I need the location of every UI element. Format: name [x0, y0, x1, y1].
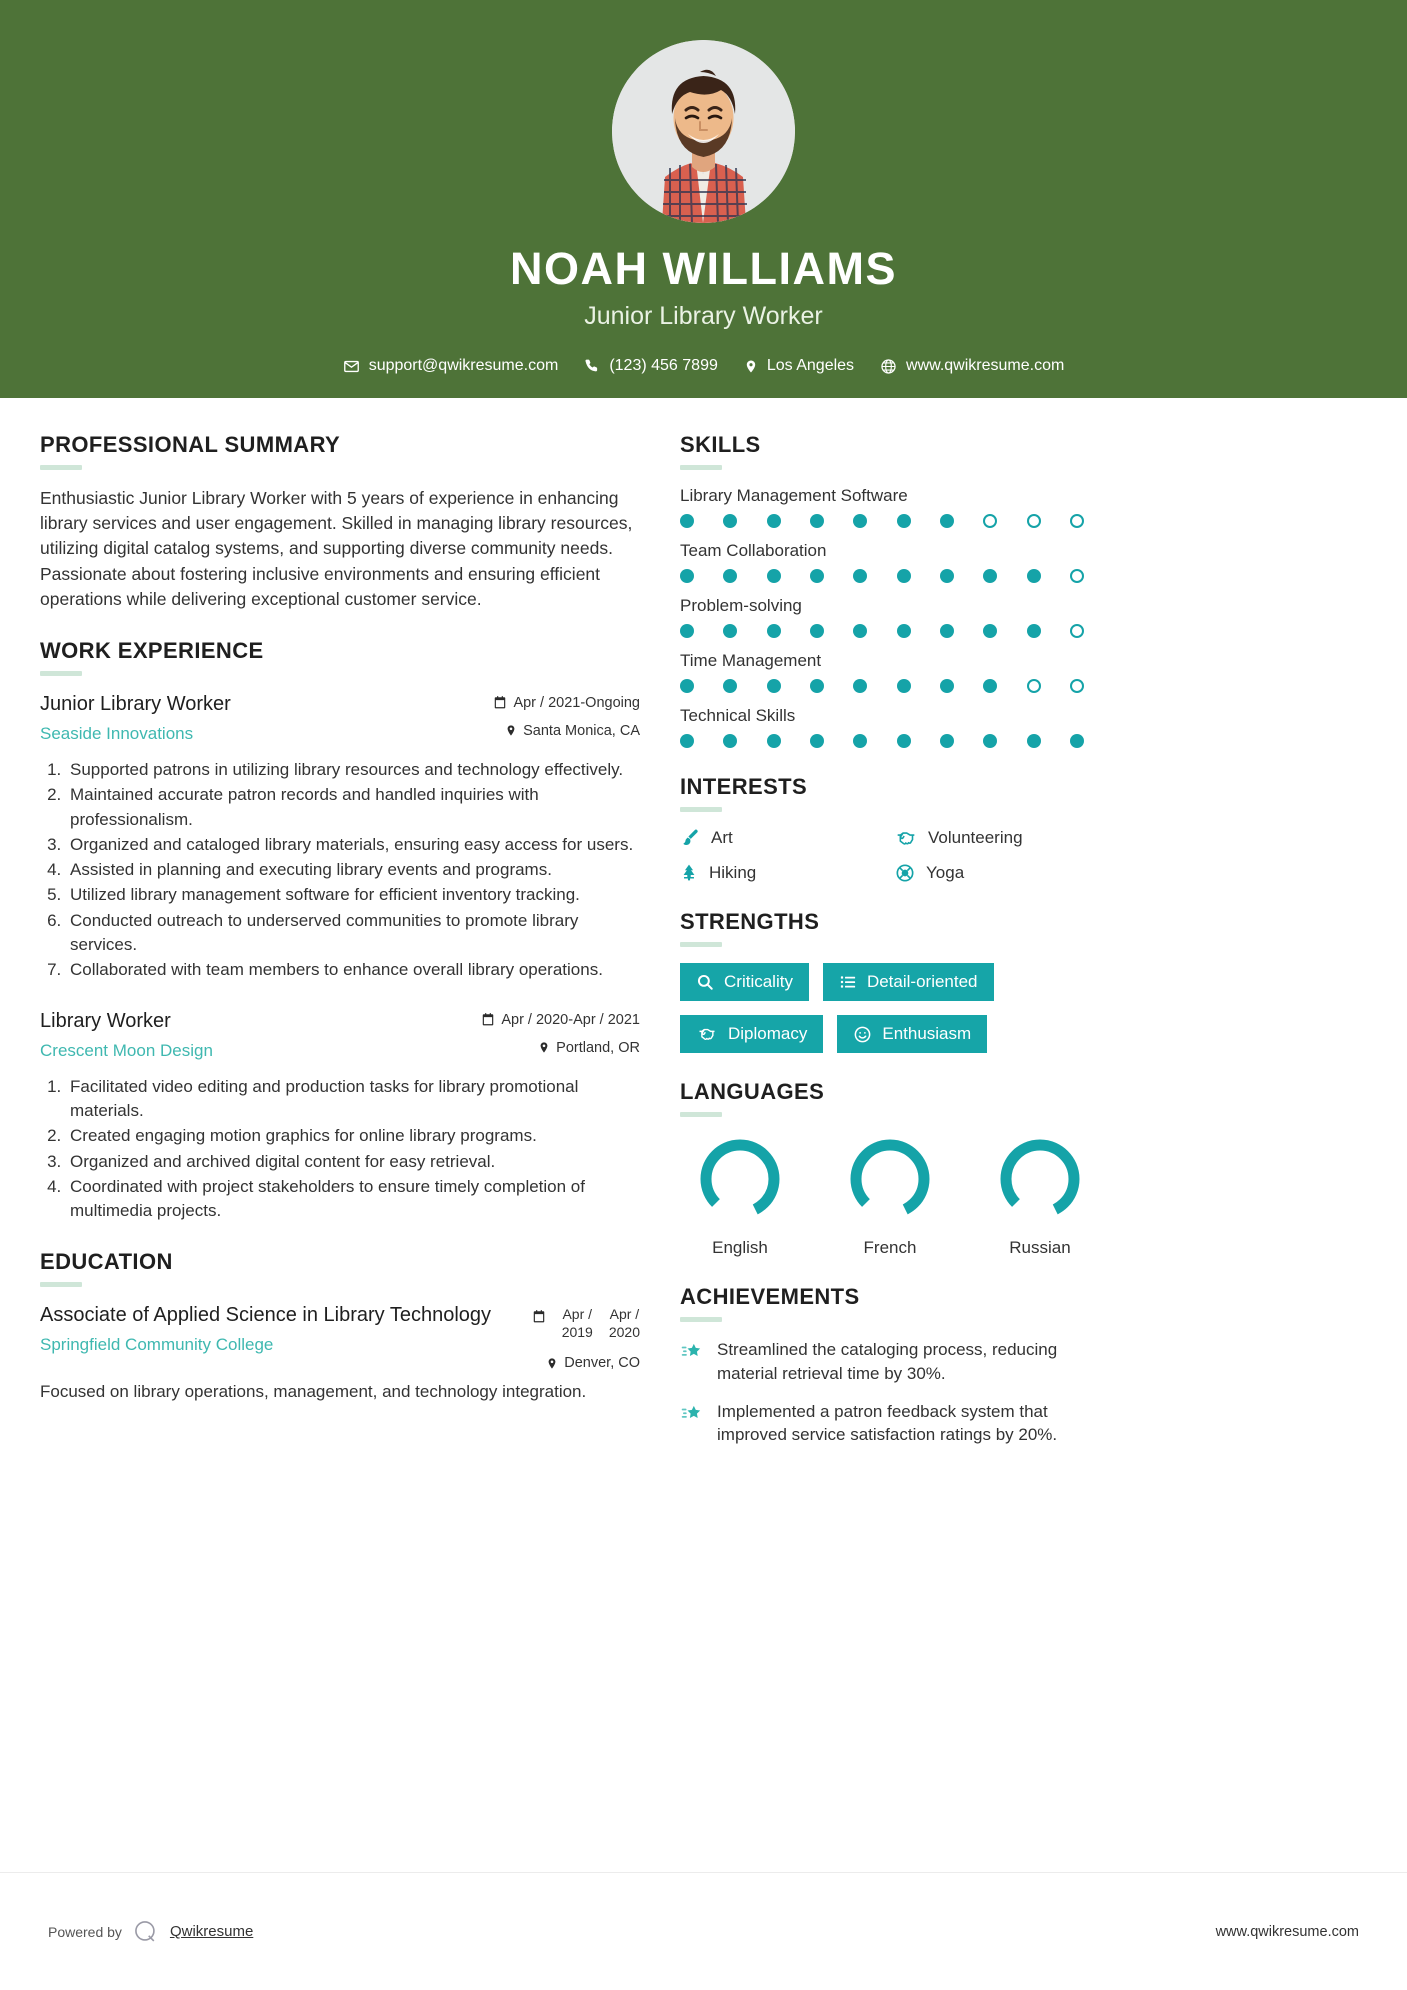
skill-dot-filled [723, 624, 737, 638]
skill-row [680, 486, 1100, 528]
handshake-icon [895, 828, 917, 848]
skill-dot-filled [723, 679, 737, 693]
section-rule [40, 671, 82, 676]
bullet-item: 4. Assisted in planning and executing library events and programs. [66, 858, 640, 882]
avatar [612, 40, 795, 223]
skill-name: Problem-solving [680, 596, 802, 615]
skill-dot-filled [680, 569, 694, 583]
interest-item [895, 862, 1100, 883]
section-work-experience [40, 638, 640, 1223]
skill-dot-filled [767, 514, 781, 528]
achievement-text: Implemented a patron feedback system that improved service satisfaction ratings by 20%. [717, 1401, 1058, 1445]
interest-item [895, 828, 1100, 848]
strength-label: Detail-oriented [866, 972, 978, 991]
section-rule [680, 1112, 722, 1117]
interest-label: Yoga [926, 862, 965, 882]
skill-dot-filled [1027, 734, 1041, 748]
tree-icon [680, 862, 698, 883]
skill-dot-filled [897, 569, 911, 583]
job-title: Junior Library Worker [584, 302, 823, 331]
calendar-icon [481, 1012, 495, 1027]
section-rule [680, 942, 722, 947]
skill-dot-filled [853, 679, 867, 693]
skill-dot-filled [680, 514, 694, 528]
contact-website-value: www.qwikresume.com [906, 357, 1065, 375]
resume-body [0, 398, 1407, 1473]
experience-right [481, 1009, 640, 1056]
education-end-date [609, 1306, 640, 1341]
skill-dot-filled [810, 569, 824, 583]
section-education [40, 1249, 640, 1404]
skills-list [680, 486, 1100, 748]
experience-location-value: Portland, OR [556, 1039, 640, 1056]
experience-left [40, 692, 493, 744]
section-achievements [680, 1284, 1100, 1447]
skill-dot-filled [940, 514, 954, 528]
education-description: Focused on library operations, management, and technology integration. [40, 1382, 587, 1402]
skill-dot-empty [1070, 624, 1084, 638]
skill-dot-filled [810, 679, 824, 693]
language-label: French [863, 1238, 917, 1257]
education-end-year: 2020 [608, 1323, 640, 1340]
skill-dot-filled [853, 734, 867, 748]
experience-dates-value: Apr / 2021-Ongoing [513, 694, 640, 711]
skill-dot-filled [723, 514, 737, 528]
interest-label: Art [711, 828, 733, 847]
education-start-month: Apr / [562, 1306, 593, 1323]
contact-website[interactable] [880, 357, 1064, 375]
strengths-grid [680, 963, 1100, 1053]
section-title: LANGUAGES [680, 1079, 825, 1104]
section-strengths [680, 909, 1100, 1053]
contact-phone-value: (123) 456 7899 [609, 357, 718, 375]
section-title: ACHIEVEMENTS [680, 1284, 860, 1309]
skill-dot-filled [940, 734, 954, 748]
skill-dot-meter [680, 734, 1084, 748]
skill-name: Technical Skills [680, 706, 796, 725]
strength-label: Diplomacy [728, 1024, 808, 1043]
skill-dot-filled [983, 679, 997, 693]
contact-row [0, 357, 1407, 375]
section-title: WORK EXPERIENCE [40, 637, 264, 663]
bullet-item: 2. Maintained accurate patron records and handled inquiries with professionalism. [66, 783, 640, 832]
education-header [40, 1303, 640, 1371]
calendar-icon [532, 1309, 546, 1324]
bullet-item: 2. Created engaging motion graphics for online library programs. [66, 1124, 640, 1148]
section-skills [680, 432, 1100, 748]
language-donut [844, 1133, 936, 1225]
section-rule [680, 1317, 722, 1322]
bullet-item: 6. Conducted outreach to underserved communities to promote library services. [66, 909, 640, 958]
strength-chip-enthusiasm[interactable] [837, 1015, 987, 1053]
language-donut [994, 1133, 1086, 1225]
section-title: INTERESTS [680, 774, 808, 799]
strength-label: Enthusiasm [882, 1024, 972, 1043]
smiley-icon [853, 1025, 872, 1044]
skill-dot-filled [680, 679, 694, 693]
globe-icon [880, 358, 897, 375]
summary-text: Enthusiastic Junior Library Worker with 5 years of experience in enhancing library services and user engagement. Skilled in managing library resources, utilizing digital catalog systems, and supporting diverse community needs. Passionate about fostering inclusive environments and ensuring efficient operations while delivering exceptional customer service. [40, 488, 633, 609]
paintbrush-icon [680, 828, 700, 848]
skill-dot-empty [1070, 679, 1084, 693]
list-icon [839, 973, 857, 991]
language-item [830, 1133, 950, 1258]
education-left [40, 1303, 532, 1355]
page-title: NOAH WILLIAMS [510, 243, 897, 294]
skill-name: Team Collaboration [680, 541, 827, 560]
experience-role: Junior Library Worker [40, 692, 231, 715]
contact-email-value: support@qwikresume.com [368, 357, 559, 375]
experience-left [40, 1009, 481, 1061]
strength-chip-detail-oriented[interactable] [823, 963, 994, 1001]
footer-branding [48, 1919, 253, 1945]
experience-item [40, 1009, 640, 1224]
skill-dot-filled [767, 679, 781, 693]
language-label: Russian [1009, 1238, 1071, 1257]
skill-row [680, 651, 1100, 693]
contact-email[interactable] [343, 357, 559, 375]
skill-dot-meter [680, 514, 1084, 528]
section-interests [680, 774, 1100, 883]
strength-chip-criticality[interactable] [680, 963, 809, 1001]
achievement-item [680, 1400, 1100, 1448]
skill-name: Library Management Software [680, 486, 908, 505]
education-location-value: Denver, CO [564, 1355, 640, 1372]
bullet-item: 3. Organized and archived digital content for easy retrieval. [66, 1150, 640, 1174]
section-professional-summary [40, 432, 640, 612]
strength-label: Criticality [724, 972, 793, 991]
section-title: PROFESSIONAL SUMMARY [40, 432, 341, 457]
search-icon [696, 973, 714, 991]
experience-dates-value: Apr / 2020-Apr / 2021 [501, 1011, 640, 1028]
interest-item [680, 862, 885, 883]
experience-dates [493, 695, 640, 711]
pin-icon [505, 723, 517, 738]
experience-dates [481, 1012, 640, 1028]
left-column [40, 432, 640, 1431]
skill-row [680, 596, 1100, 638]
language-donut [694, 1133, 786, 1225]
education-degree: Associate of Applied Science in Library Technology [40, 1304, 492, 1327]
experience-bullets [66, 1075, 640, 1224]
education-end-month: Apr / [609, 1306, 640, 1323]
skill-dot-empty [1027, 679, 1041, 693]
skill-dot-filled [853, 624, 867, 638]
powered-by-label: Powered by [48, 1923, 122, 1940]
skill-row [680, 541, 1100, 583]
experience-role: Library Worker [40, 1009, 171, 1032]
languages-list [680, 1133, 1100, 1258]
skill-dot-filled [940, 624, 954, 638]
skill-dot-filled [810, 514, 824, 528]
shooting-star-icon [680, 1341, 704, 1363]
pin-icon [744, 358, 758, 375]
section-rule [40, 465, 82, 470]
bullet-item: 1. Supported patrons in utilizing library resources and technology effectively. [66, 758, 640, 782]
calendar-icon [493, 695, 507, 710]
education-dates [532, 1306, 640, 1341]
skill-dot-empty [1070, 514, 1084, 528]
section-title: STRENGTHS [680, 909, 820, 934]
bullet-item: 3. Organized and cataloged library materials, ensuring easy access for users. [66, 833, 640, 857]
bullet-item: 1. Facilitated video editing and production tasks for library promotional materials. [66, 1075, 640, 1124]
education-start-year: 2019 [561, 1323, 593, 1340]
skill-dot-filled [680, 734, 694, 748]
skill-dot-filled [897, 624, 911, 638]
section-title: SKILLS [680, 432, 761, 457]
skill-dot-filled [1027, 624, 1041, 638]
pin-icon [546, 1356, 558, 1371]
qwikresume-link[interactable]: Qwikresume [169, 1923, 254, 1940]
skill-dot-filled [897, 679, 911, 693]
experience-item [40, 692, 640, 983]
interests-grid [680, 828, 1100, 883]
phone-icon [584, 358, 600, 374]
section-languages [680, 1079, 1100, 1258]
experience-location [481, 1040, 640, 1056]
achievement-item [680, 1338, 1100, 1386]
pin-icon [538, 1040, 550, 1055]
bullet-item: 4. Coordinated with project stakeholders to ensure timely completion of multimedia projects. [66, 1175, 640, 1224]
interest-label: Volunteering [928, 828, 1023, 847]
skill-dot-filled [723, 734, 737, 748]
email-icon [343, 358, 360, 375]
contact-phone[interactable] [584, 357, 718, 375]
experience-right [493, 692, 640, 739]
skill-dot-meter [680, 624, 1084, 638]
skill-dot-empty [983, 514, 997, 528]
section-rule [680, 807, 722, 812]
strength-chip-diplomacy[interactable] [680, 1015, 823, 1053]
achievement-text: Streamlined the cataloging process, reducing material retrieval time by 30%. [717, 1340, 1058, 1383]
skill-dot-filled [767, 734, 781, 748]
contact-location-value: Los Angeles [766, 357, 855, 375]
skill-dot-filled [680, 624, 694, 638]
experience-location-value: Santa Monica, CA [523, 722, 640, 739]
skill-dot-filled [810, 624, 824, 638]
experience-header [40, 692, 640, 744]
skill-dot-filled [767, 569, 781, 583]
skill-row [680, 706, 1100, 748]
skill-dot-empty [1070, 569, 1084, 583]
shooting-star-icon [680, 1403, 704, 1425]
experience-bullets [66, 758, 640, 983]
experience-location [493, 723, 640, 739]
skill-dot-filled [810, 734, 824, 748]
skill-dot-filled [767, 624, 781, 638]
language-item [680, 1133, 800, 1258]
footer-website[interactable]: www.qwikresume.com [1215, 1923, 1359, 1940]
skill-dot-filled [853, 514, 867, 528]
skill-dot-filled [853, 569, 867, 583]
bullet-item: 5. Utilized library management software for efficient inventory tracking. [66, 883, 640, 907]
education-item [40, 1303, 640, 1404]
skill-name: Time Management [680, 651, 822, 670]
interest-label: Hiking [709, 862, 757, 882]
lifebuoy-icon [895, 863, 915, 883]
skill-dot-filled [1027, 569, 1041, 583]
education-start-date [562, 1306, 593, 1341]
profile-photo-illustration [612, 40, 795, 223]
education-right [532, 1303, 640, 1371]
skill-dot-filled [897, 514, 911, 528]
skill-dot-filled [897, 734, 911, 748]
qwikresume-logo-icon [133, 1919, 159, 1945]
right-column [680, 432, 1100, 1473]
handshake-icon [696, 1025, 718, 1043]
experience-company: Seaside Innovations [40, 723, 194, 743]
bullet-item: 7. Collaborated with team members to enhance overall library operations. [66, 958, 640, 982]
contact-location[interactable] [744, 357, 854, 375]
section-rule [680, 465, 722, 470]
experience-header [40, 1009, 640, 1061]
section-title: EDUCATION [40, 1249, 173, 1275]
skill-dot-filled [940, 679, 954, 693]
skill-dot-empty [1027, 514, 1041, 528]
education-location [532, 1355, 640, 1371]
skill-dot-filled [723, 569, 737, 583]
education-school: Springfield Community College [40, 1335, 274, 1355]
skill-dot-filled [983, 569, 997, 583]
language-item [980, 1133, 1100, 1258]
skill-dot-filled [983, 624, 997, 638]
language-label: English [712, 1238, 768, 1257]
experience-company: Crescent Moon Design [40, 1040, 213, 1060]
resume-header [0, 0, 1407, 398]
skill-dot-meter [680, 679, 1084, 693]
skill-dot-filled [1070, 734, 1084, 748]
skill-dot-filled [940, 569, 954, 583]
skill-dot-meter [680, 569, 1084, 583]
skill-dot-filled [983, 734, 997, 748]
page-footer [0, 1872, 1407, 1990]
section-rule [40, 1282, 82, 1287]
interest-item [680, 828, 885, 848]
